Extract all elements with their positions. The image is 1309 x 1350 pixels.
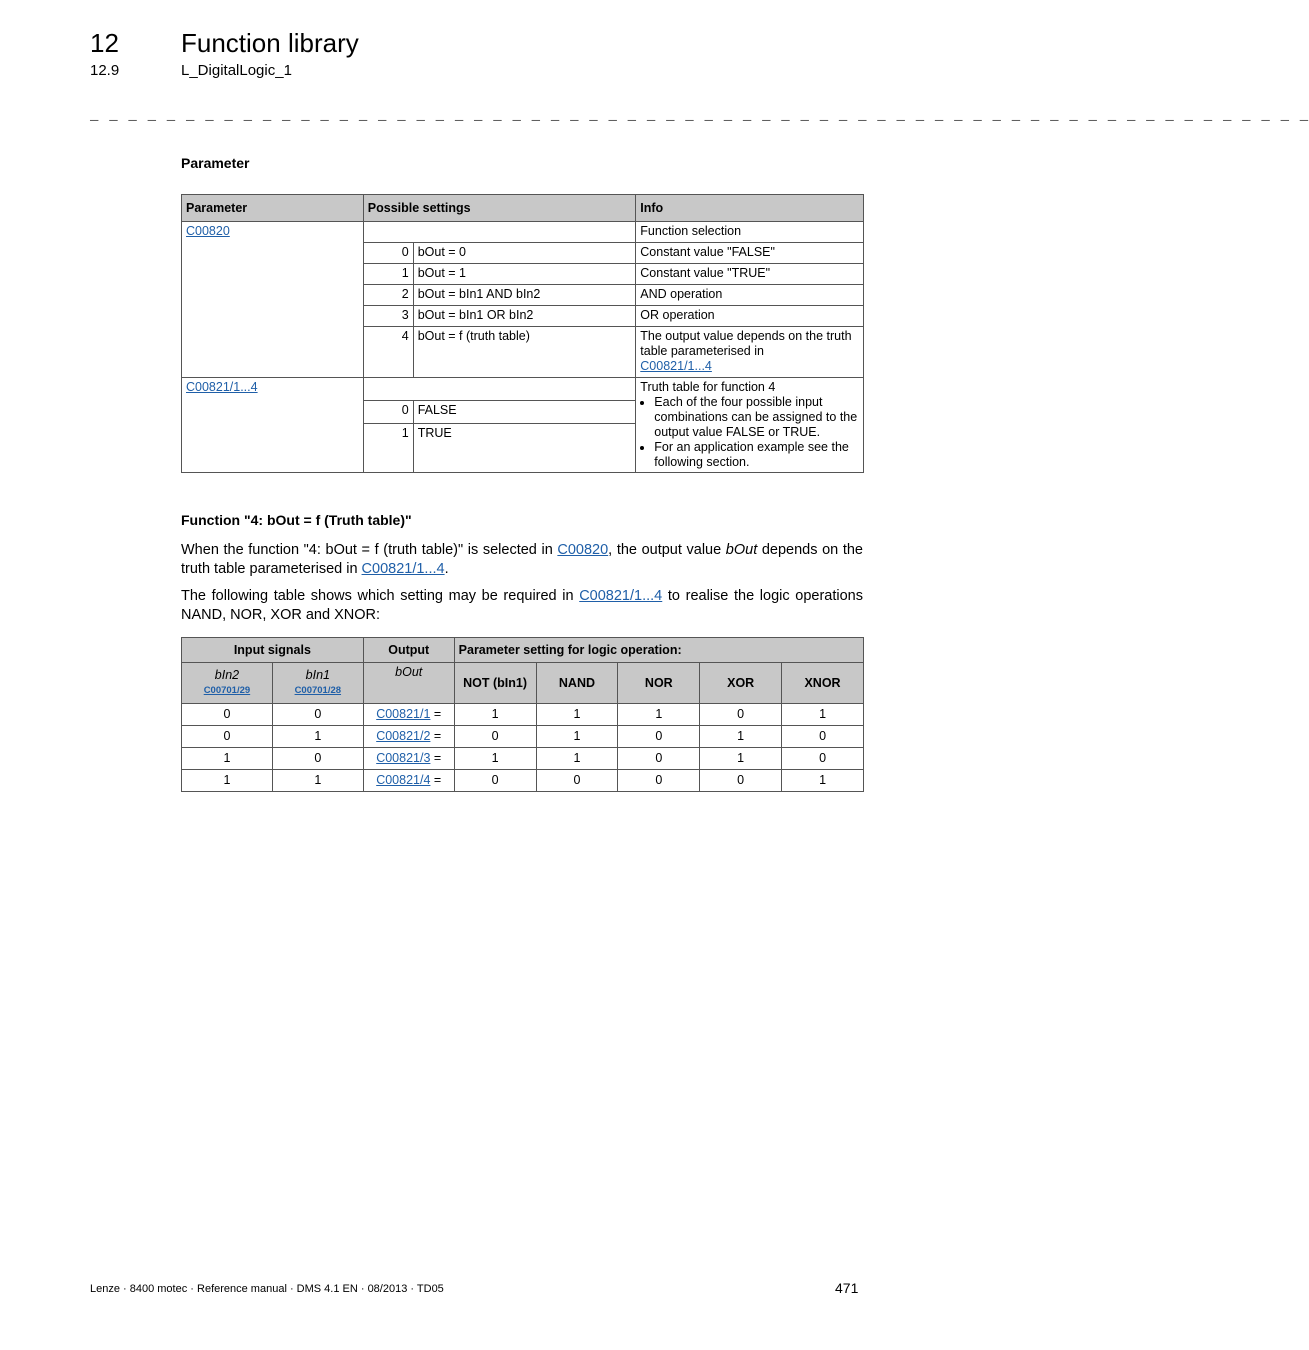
footer-text: Lenze · 8400 motec · Reference manual · DMS 4.1 EN · 08/2013 · TD05 bbox=[90, 1283, 444, 1295]
setting-text: bOut = 1 bbox=[413, 264, 636, 285]
table-cell bbox=[363, 748, 454, 770]
text: depends on the truth table parameterised in bbox=[181, 542, 863, 577]
table-cell: 1 bbox=[536, 704, 618, 726]
section-number: 12.9 bbox=[90, 62, 120, 79]
empty-cell bbox=[363, 222, 636, 243]
setting-text: bOut = bIn1 AND bIn2 bbox=[413, 285, 636, 306]
table-cell: 1 bbox=[182, 770, 273, 792]
table-cell: 1 bbox=[700, 748, 782, 770]
setting-number: 1 bbox=[363, 424, 413, 473]
link-c00821[interactable]: C00821/1...4 bbox=[579, 588, 663, 604]
table-cell: 0 bbox=[782, 748, 864, 770]
text: . bbox=[444, 561, 449, 577]
table-header-row bbox=[182, 663, 864, 704]
table-cell: 0 bbox=[782, 726, 864, 748]
setting-text: bOut = bIn1 OR bIn2 bbox=[413, 306, 636, 327]
link-c00701-28[interactable]: C00701/28 bbox=[294, 685, 342, 696]
column-header bbox=[272, 663, 363, 704]
table-cell: 0 bbox=[618, 748, 700, 770]
chapter-number: 12 bbox=[90, 28, 119, 58]
info-title: Truth table for function 4 bbox=[640, 380, 776, 394]
paragraph bbox=[181, 587, 863, 625]
setting-text: bOut = f (truth table) bbox=[413, 327, 636, 378]
setting-text: FALSE bbox=[413, 401, 636, 424]
signal-name: bIn1 bbox=[305, 668, 330, 682]
text: , the output value bbox=[608, 542, 726, 558]
link-c00821[interactable]: C00821/1...4 bbox=[361, 561, 445, 577]
equals-sign: = bbox=[430, 751, 442, 765]
table-cell: 1 bbox=[536, 748, 618, 770]
table-cell: 1 bbox=[272, 770, 363, 792]
table-cell: 0 bbox=[700, 704, 782, 726]
setting-text: TRUE bbox=[413, 424, 636, 473]
column-header: Parameter bbox=[182, 195, 364, 222]
signal-name: bOut bbox=[395, 665, 423, 679]
table-cell: 0 bbox=[272, 748, 363, 770]
table-cell: 1 bbox=[454, 704, 536, 726]
param-link[interactable]: C00821/4 bbox=[376, 773, 431, 787]
column-header: NOR bbox=[618, 663, 700, 704]
text: to realise the logic operations NAND, NOR, XOR and XNOR: bbox=[181, 588, 863, 623]
table-cell: 0 bbox=[272, 704, 363, 726]
param-link[interactable]: C00821/3 bbox=[376, 751, 431, 765]
table-cell: 0 bbox=[182, 726, 273, 748]
table-cell: 0 bbox=[454, 726, 536, 748]
setting-number: 2 bbox=[363, 285, 413, 306]
table-row bbox=[182, 726, 864, 748]
column-header: XNOR bbox=[782, 663, 864, 704]
setting-number: 1 bbox=[363, 264, 413, 285]
chapter-title: Function library bbox=[181, 28, 359, 58]
info-cell: OR operation bbox=[636, 306, 864, 327]
emphasis: bOut bbox=[725, 542, 758, 558]
function-heading: Function "4: bOut = f (Truth table)" bbox=[181, 512, 412, 528]
column-header: Output bbox=[363, 638, 454, 663]
paragraph bbox=[181, 541, 863, 579]
truth-table bbox=[181, 637, 864, 792]
table-row bbox=[182, 704, 864, 726]
parameter-heading: Parameter bbox=[181, 155, 250, 171]
equals-sign: = bbox=[430, 773, 442, 787]
table-cell: 0 bbox=[700, 770, 782, 792]
empty-cell bbox=[363, 378, 636, 401]
column-header: Info bbox=[636, 195, 864, 222]
column-header: Parameter setting for logic operation: bbox=[454, 638, 863, 663]
column-header: NOT (bIn1) bbox=[454, 663, 536, 704]
table-cell: 1 bbox=[782, 704, 864, 726]
param-link[interactable]: C00821/1 bbox=[376, 707, 431, 721]
info-cell: Function selection bbox=[636, 222, 864, 243]
info-link-c00821[interactable]: C00821/1...4 bbox=[640, 359, 712, 373]
link-c00701-29[interactable]: C00701/29 bbox=[203, 685, 251, 696]
table-cell: 0 bbox=[536, 770, 618, 792]
column-header: XOR bbox=[700, 663, 782, 704]
param-link-c00820[interactable]: C00820 bbox=[186, 224, 230, 238]
info-cell bbox=[636, 378, 864, 473]
table-cell: 1 bbox=[536, 726, 618, 748]
column-header: Possible settings bbox=[363, 195, 636, 222]
text: When the function "4: bOut = f (truth table)" is selected in bbox=[181, 542, 558, 558]
table-cell: 0 bbox=[454, 770, 536, 792]
section-title: L_DigitalLogic_1 bbox=[181, 62, 292, 79]
page-number: 471 bbox=[835, 1280, 859, 1296]
equals-sign: = bbox=[430, 707, 442, 721]
table-header-row bbox=[182, 195, 864, 222]
parameter-table bbox=[181, 194, 864, 473]
table-row bbox=[182, 378, 864, 401]
table-cell: 1 bbox=[272, 726, 363, 748]
table-cell bbox=[363, 726, 454, 748]
info-cell: AND operation bbox=[636, 285, 864, 306]
info-bullet: • For an application example see the following section. bbox=[654, 440, 859, 470]
table-cell: 1 bbox=[700, 726, 782, 748]
table-cell: 1 bbox=[618, 704, 700, 726]
table-header-row bbox=[182, 638, 864, 663]
text: The following table shows which setting may be required in bbox=[181, 588, 580, 604]
column-header: NAND bbox=[536, 663, 618, 704]
equals-sign: = bbox=[430, 729, 442, 743]
column-header: Input signals bbox=[182, 638, 364, 663]
param-link[interactable]: C00821/2 bbox=[376, 729, 431, 743]
table-cell: 0 bbox=[618, 726, 700, 748]
table-row bbox=[182, 770, 864, 792]
info-cell bbox=[636, 327, 864, 378]
setting-number: 4 bbox=[363, 327, 413, 378]
table-cell: 0 bbox=[618, 770, 700, 792]
info-bullets bbox=[640, 395, 859, 470]
table-cell bbox=[363, 770, 454, 792]
table-cell: 1 bbox=[454, 748, 536, 770]
param-cell bbox=[182, 378, 364, 473]
table-cell: 0 bbox=[182, 704, 273, 726]
setting-text: bOut = 0 bbox=[413, 243, 636, 264]
setting-number: 3 bbox=[363, 306, 413, 327]
info-text: The output value depends on the truth table parameterised in bbox=[640, 329, 852, 358]
param-cell bbox=[182, 222, 364, 378]
column-header bbox=[363, 663, 454, 704]
signal-name: bIn2 bbox=[214, 668, 240, 682]
info-cell: Constant value "TRUE" bbox=[636, 264, 864, 285]
param-link-c00821[interactable]: C00821/1...4 bbox=[186, 380, 258, 394]
info-bullet: • Each of the four possible input combinations can be assigned to the output value FALSE or TRUE. bbox=[654, 395, 859, 440]
table-cell: 1 bbox=[782, 770, 864, 792]
table-cell bbox=[363, 704, 454, 726]
header-separator: _ _ _ _ _ _ _ _ _ _ _ _ _ _ _ _ _ _ _ _ _ _ _ _ _ _ _ _ _ _ _ _ _ _ _ _ _ _ _ _ _ _ _ _ _ _ _ _ _ _ _ _ _ _ _ _ _ _ _ _ _ _ _ _ bbox=[90, 108, 1309, 124]
setting-number: 0 bbox=[363, 243, 413, 264]
link-c00820[interactable]: C00820 bbox=[557, 542, 609, 558]
column-header bbox=[182, 663, 273, 704]
setting-number: 0 bbox=[363, 401, 413, 424]
info-cell: Constant value "FALSE" bbox=[636, 243, 864, 264]
table-row bbox=[182, 748, 864, 770]
table-cell: 1 bbox=[182, 748, 273, 770]
table-row bbox=[182, 222, 864, 243]
